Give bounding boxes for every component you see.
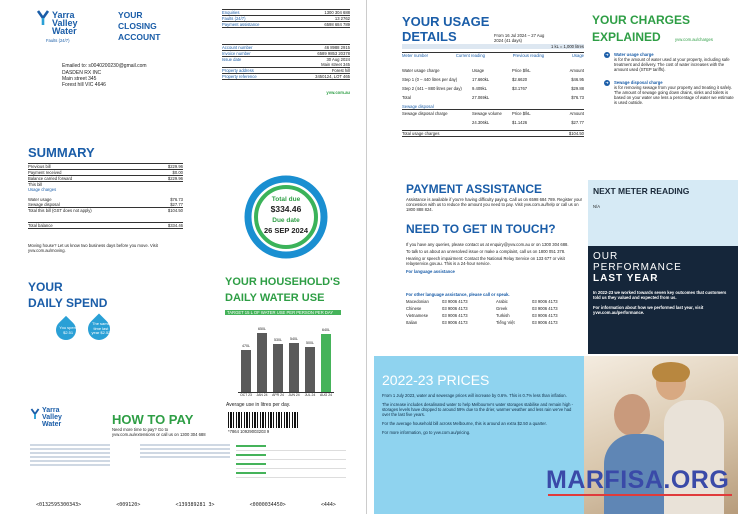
logo-line1: Yarra xyxy=(52,10,75,20)
charges-link[interactable]: yvw.com.au/charges xyxy=(675,37,713,42)
summary-total-row xyxy=(28,222,183,229)
usage-unit-note: 1 kL = 1,000 litres xyxy=(402,44,584,49)
how-to-pay-title: HOW TO PAY xyxy=(112,412,194,427)
language-name: Italian xyxy=(406,320,418,325)
language-name: Vietnamese xyxy=(406,313,429,318)
usage-cell: Price $/kL xyxy=(512,68,531,73)
pay-line2: yvw.com.au/extensions or call us on 1300 304 688 xyxy=(112,432,206,437)
language-phone: 03 9006 4173 xyxy=(442,313,468,318)
contact-value: 13 2762 xyxy=(334,16,350,21)
summary-value: $0.00 xyxy=(172,170,183,175)
language-phone: 03 9006 4173 xyxy=(532,320,558,325)
usage-cell: $3.1767 xyxy=(512,86,528,91)
pay-options-left xyxy=(30,442,110,472)
usage-x-tick: OCT 23 xyxy=(240,393,252,397)
usage-bar xyxy=(257,333,267,392)
summary-value: $27.77 xyxy=(170,202,183,207)
contact-row xyxy=(222,21,350,28)
account-label: Property address xyxy=(222,68,254,73)
micr-line xyxy=(36,502,336,508)
prices-text: For the average household bill across Melbourne, this is around an extra $2.50 a quarter. xyxy=(382,421,547,426)
mail-address-block xyxy=(62,63,182,88)
prices-title: 2022-23 PRICES xyxy=(382,372,490,388)
usage-title-line2: DETAILS xyxy=(402,29,457,44)
other-language-title: For other language assistance, please call or speak. xyxy=(406,292,510,297)
usage-cell xyxy=(402,120,472,125)
logo-mark-small-icon xyxy=(30,408,40,420)
summary-value: $229.96 xyxy=(167,164,183,169)
get-in-touch-title: NEED TO GET IN TOUCH? xyxy=(406,222,556,236)
account-label: Account number xyxy=(222,45,253,50)
usage-cell: Total usage charges xyxy=(402,131,440,136)
next-reading-panel xyxy=(588,180,738,246)
performance-link-para xyxy=(588,300,738,315)
usage-cell: $29.88 xyxy=(571,86,584,91)
usage-cell: Step 2 (441 – 880 litres per day) xyxy=(402,86,462,91)
account-value: 6589 9853 20378 xyxy=(317,51,350,56)
usage-header: Meter number xyxy=(402,53,429,58)
pay-options-right xyxy=(140,442,230,472)
usage-cell: $76.73 xyxy=(571,95,584,100)
next-reading-title: NEXT METER READING xyxy=(593,186,690,196)
account-label: Issue date xyxy=(222,57,242,62)
performance-link[interactable]: yvw.com.au/performance. xyxy=(593,310,645,315)
language-name: Chinese xyxy=(406,306,422,311)
marfisa-watermark: MARFISA.ORG xyxy=(546,466,730,494)
next-reading-value: N/A xyxy=(593,204,600,209)
assistance-title: PAYMENT ASSISTANCE xyxy=(406,182,543,196)
usage-x-tick: JUN 24 xyxy=(288,393,300,397)
usage-cell: 9.409kL xyxy=(472,86,487,91)
closing-account-title: YOUR CLOSING ACCOUNT xyxy=(118,10,161,42)
account-value: 3450124, LOT 465 xyxy=(315,74,350,79)
usage-cell: 24.306kL xyxy=(472,120,490,125)
usage-cell: $46.95 xyxy=(571,77,584,82)
daily-use-title-line1: YOUR HOUSEHOLD'S xyxy=(225,276,341,288)
usage-x-tick: APR 24 xyxy=(272,393,284,397)
logo-mark-icon xyxy=(36,10,50,26)
usage-bar xyxy=(289,343,299,392)
photo-face-man xyxy=(614,394,650,436)
usage-x-tick: JUL 24 xyxy=(304,393,316,397)
account-label: Invoice number xyxy=(222,51,251,56)
address-line: Main street 345 xyxy=(62,76,97,82)
language-name: Arabic xyxy=(496,299,508,304)
summary-value: $76.73 xyxy=(170,197,183,202)
language-phone: 03 9006 4173 xyxy=(532,299,558,304)
water-charge-title: Water usage charge xyxy=(614,52,654,57)
performance-text-2: For information about how we performed last year, visit xyxy=(593,305,704,310)
photo-hair-woman xyxy=(652,362,690,382)
usage-bar-label: 650L xyxy=(258,327,266,331)
performance-panel xyxy=(588,246,738,354)
emailed-to-line: Emailed to: s0040200230@gmail.com xyxy=(62,63,147,69)
usage-period: From 16 Jul 2024 – 27 Aug 2024 (41 days) xyxy=(494,33,545,43)
payment-barcode xyxy=(228,412,300,428)
summary-label: Water usage xyxy=(28,197,52,202)
summary-label: Previous bill xyxy=(28,164,51,169)
account-value: 46 8988 2915 xyxy=(324,45,350,50)
sewage-charge-text: is for removing sewage from your property and treating it safely. The amount of sewage going down drains, sinks and toilets is based on your water use less a percentage of water we estimate is used outside. xyxy=(614,85,734,105)
bill-front-page xyxy=(0,0,367,514)
yvw-logo-small xyxy=(30,407,70,428)
usage-header: Previous reading xyxy=(512,53,545,58)
usage-bar-label: 470L xyxy=(242,344,250,348)
arrow-right-icon: ➜ xyxy=(605,52,609,57)
usage-cell: 17.660kL xyxy=(472,77,490,82)
address-line: DASDEN RX INC xyxy=(62,70,102,76)
logo-line3: Water xyxy=(52,26,77,36)
account-details xyxy=(222,44,350,95)
usage-cell: Sewage volume xyxy=(472,111,502,116)
usage-cell: $2.6620 xyxy=(512,77,528,82)
usage-bar-label: 500L xyxy=(306,341,314,345)
usage-chart-xaxis xyxy=(238,393,334,398)
summary-row xyxy=(28,207,183,213)
drop-last-year xyxy=(83,313,114,344)
water-charge-text: is for the amount of water used at your property, including safe treatment and delivery. The cost of water increases with the amount used (STEP tariffs). xyxy=(614,57,730,72)
language-name: Tiếng Việt xyxy=(496,320,515,325)
usage-total-row xyxy=(402,130,584,137)
contact-info-line: To talk to us about an unresolved issue or make a complaint, call us on 1800 051 378. xyxy=(406,249,566,254)
usage-chart xyxy=(238,320,334,393)
language-phone: 03 9006 4173 xyxy=(442,299,468,304)
pay-extension-note xyxy=(112,427,222,437)
summary-label: Total balance xyxy=(28,223,53,228)
summary-label: Payment received xyxy=(28,170,62,175)
micr-field: <009120> xyxy=(116,502,141,508)
summary-row xyxy=(28,187,183,192)
sewage-charge-title: Sewage disposal charge xyxy=(614,80,663,85)
arrow-right-icon: ➜ xyxy=(605,80,609,85)
contacts-box xyxy=(222,9,350,28)
summary-label: Balance carried forward xyxy=(28,176,73,181)
usage-bar xyxy=(273,344,283,392)
summary-value: $334.46 xyxy=(167,223,183,228)
pay-line1: Need more time to pay? Go to xyxy=(112,427,169,432)
website-link[interactable]: yvw.com.au xyxy=(326,90,350,95)
watermark-underline xyxy=(548,494,732,496)
daily-spend-title-line2: DAILY SPEND xyxy=(28,296,108,310)
small-logo-line1: Yarra xyxy=(42,407,60,414)
account-label: Property reference xyxy=(222,74,257,79)
chart-caption: Average use in litres per day. xyxy=(226,402,291,408)
contact-label: Enquiries xyxy=(222,10,240,15)
usage-cell: $27.77 xyxy=(571,120,584,125)
address-line: Forest hill VIC 4646 xyxy=(62,82,106,88)
due-date-value: 26 SEP 2024 xyxy=(263,226,309,235)
usage-cell: $104.50 xyxy=(568,131,584,136)
photo-shirt-woman xyxy=(664,400,724,514)
performance-title-line3: LAST YEAR xyxy=(593,273,659,284)
account-row xyxy=(222,73,350,80)
contact-info xyxy=(406,242,586,325)
language-phone: 03 9006 4173 xyxy=(532,313,558,318)
performance-title-line2: PERFORMANCE xyxy=(593,262,682,273)
moving-note: Moving house? Let us know two business days before you move. Visit yvw.com.au/moving. xyxy=(28,243,158,253)
account-value: Main street 345 xyxy=(321,62,350,67)
barcode-number: *7864 10929003203 9 xyxy=(228,429,270,434)
amount-due-ring xyxy=(243,174,329,260)
contact-label: Faults (24/7) xyxy=(222,16,246,21)
micr-field: <444> xyxy=(320,502,336,508)
charges-title-line1: YOUR CHARGES xyxy=(592,13,691,27)
performance-text: In 2022-23 we worked towards seven key outcomes that customers told us they valued and expected from us. xyxy=(593,290,727,300)
contact-info-line: If you have any queries, please contact us at enquiry@yvw.com.au or on 1300 304 688. xyxy=(406,242,569,247)
usage-title-line1: YOUR USAGE xyxy=(402,14,490,29)
usage-bar xyxy=(321,334,331,392)
usage-cell: 27.069kL xyxy=(472,95,490,100)
drop-last-year-text: The same time last year $2.52 xyxy=(91,320,111,335)
usage-title xyxy=(402,14,489,44)
contact-label: Payment assistance xyxy=(222,22,260,27)
usage-cell: Water usage charge xyxy=(402,68,440,73)
usage-x-tick: JAN 24 xyxy=(256,393,268,397)
total-due-label: Total due xyxy=(271,196,301,203)
usage-bar-label: 640L xyxy=(322,328,330,332)
yvw-logo xyxy=(36,10,78,43)
drop-you-spent xyxy=(52,316,80,344)
usage-cell xyxy=(512,95,552,100)
usage-rows xyxy=(402,68,584,100)
summary-value: $229.96 xyxy=(167,176,183,181)
charges-title-line2: EXPLAINED xyxy=(592,30,661,44)
small-logo-line3: Water xyxy=(42,421,62,428)
usage-chart-plot xyxy=(238,320,334,392)
contact-info-line: Hearing or speech impairment: Contact the National Relay Service on 133 677 or visit relayservice.gov.au. This is a 24-hour service. xyxy=(406,256,565,266)
usage-header: Current reading xyxy=(455,53,485,58)
usage-bar xyxy=(241,350,251,392)
account-value: Forest hill xyxy=(331,68,350,73)
language-phone: 03 9006 4173 xyxy=(442,306,468,311)
usage-table xyxy=(402,52,584,137)
summary-label: This bill xyxy=(28,182,43,187)
performance-title xyxy=(588,246,738,284)
target-banner: TARGET 15 L OF WATER USE PER PERSON PER DAY xyxy=(225,310,341,315)
micr-field: <0132595300343> xyxy=(36,502,82,508)
usage-bar xyxy=(305,347,315,392)
due-date-label: Due date xyxy=(272,217,300,224)
payment-slip-fields xyxy=(236,442,346,492)
performance-title-line1: OUR xyxy=(593,251,619,262)
summary-label: Sewage disposal xyxy=(28,202,60,207)
summary-title: SUMMARY xyxy=(28,145,95,160)
usage-cell: Amount xyxy=(569,68,584,73)
usage-cell: $1.1426 xyxy=(512,120,528,125)
logo-line2: Valley xyxy=(52,18,78,28)
daily-use-title xyxy=(225,274,340,306)
usage-x-tick: AUG 24 xyxy=(319,393,333,397)
usage-cell: Price $/kL xyxy=(512,111,531,116)
faults-tag: Faults (24/7) xyxy=(46,38,70,43)
micr-field: <139389281 3> xyxy=(175,502,215,508)
small-logo-line2: Valley xyxy=(42,414,62,421)
account-value: 30 Aug 2024 xyxy=(326,57,350,62)
language-phone: 03 9006 4173 xyxy=(442,320,468,325)
bill-back-page xyxy=(372,0,738,514)
language-phone: 03 9006 4173 xyxy=(532,306,558,311)
usage-cell: Amount xyxy=(569,111,584,116)
daily-spend-title-line1: YOUR xyxy=(28,280,63,294)
charges-explained-list xyxy=(604,52,734,105)
micr-field: <0000034450> xyxy=(249,502,286,508)
drop-you-spent-text: You spent $2.51 xyxy=(59,324,77,335)
prices-text: For more information, go to yvw.com.au/pricing. xyxy=(382,430,471,435)
summary-label: Total this bill (GST does not apply) xyxy=(28,208,92,213)
language-name: Turkish xyxy=(496,313,510,318)
usage-header: Usage xyxy=(571,53,584,58)
contact-value: 1300 304 688 xyxy=(324,10,350,15)
assistance-text: Assistance is available if you're having difficulty paying. Call us on 6598 684 789. Register your concession with us to reduce the amount you need to pay. Visit yvw.com.au/help or call us on 1800 888 824. xyxy=(406,197,582,212)
summary-value: $104.50 xyxy=(167,208,183,213)
summary-label: Usage charges xyxy=(28,187,57,192)
usage-cell: Usage xyxy=(472,68,485,73)
daily-use-title-line2: DAILY WATER USE xyxy=(225,292,325,304)
sewage-rows xyxy=(402,109,584,125)
daily-spend-title xyxy=(28,279,107,311)
language-name: Macedonian xyxy=(406,299,429,304)
usage-bar-label: 530L xyxy=(274,338,282,342)
prices-text: The increase includes desalinated water to help Melbourne's water storages stabilise and remain high - storages levels have dropped to around 59% due to the drier, warmer weather and less rain we've had over the last five years. xyxy=(382,402,573,417)
language-title: For language assistance xyxy=(406,269,455,274)
contact-value: 6598 684 789 xyxy=(324,22,350,27)
language-grid xyxy=(406,299,586,325)
usage-bar-label: 540L xyxy=(290,337,298,341)
usage-cell: Sewage disposal charge xyxy=(402,111,448,116)
usage-cell: Total xyxy=(402,95,411,100)
summary-table xyxy=(28,163,183,253)
usage-cell: Step 1 (0 – 440 litres per day) xyxy=(402,77,458,82)
language-name: Greek xyxy=(496,306,508,311)
prices-text: From 1 July 2023, water and sewerage prices will increase by 0.6%. This is 0.7% less than inflation. xyxy=(382,393,567,398)
sewage-section-label: Sewage disposal xyxy=(402,104,434,109)
total-due-value: $334.46 xyxy=(270,204,302,214)
